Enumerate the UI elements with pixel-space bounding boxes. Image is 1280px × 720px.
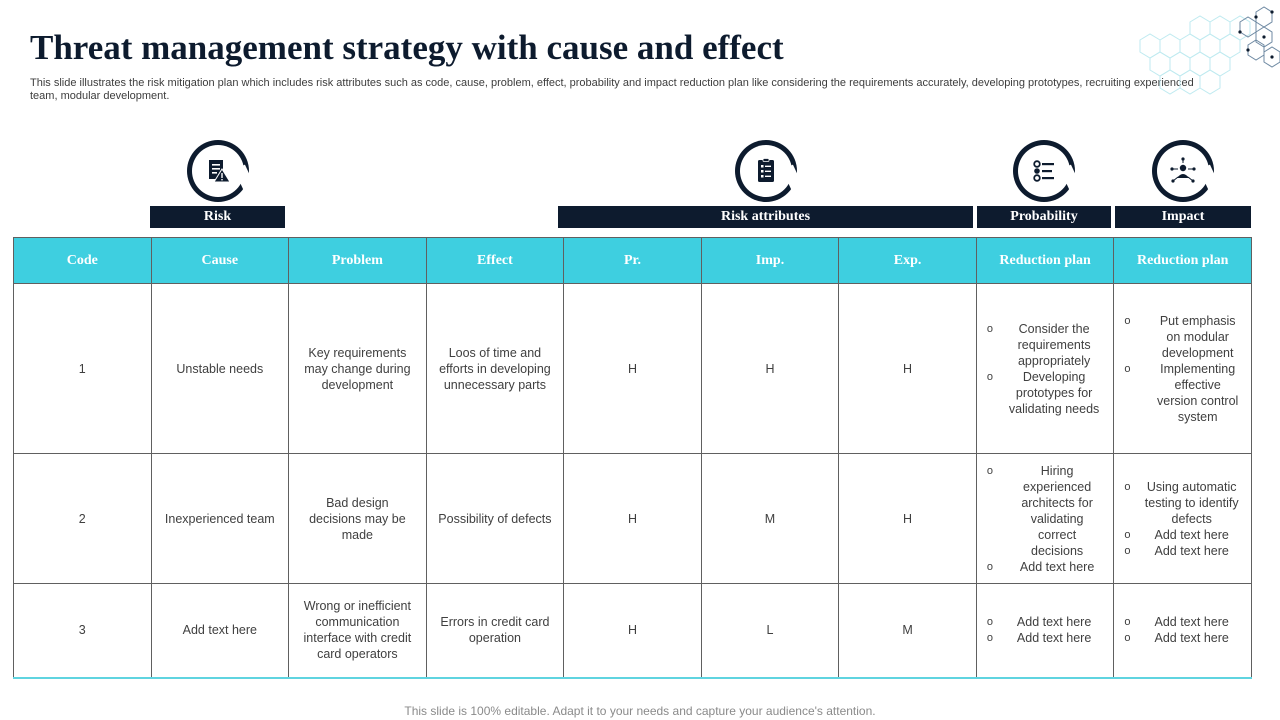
bullet-list [1124, 479, 1241, 559]
column-header-exposure: Exp. [839, 238, 977, 284]
cell-impact: L [701, 584, 839, 678]
column-header-reduction-plan-impact: Reduction plan [1114, 238, 1252, 284]
cell-code: 1 [14, 284, 152, 454]
cell-reduction-plan-probability [976, 584, 1114, 678]
risk-attributes-icon-badge [735, 140, 797, 202]
cell-probability: H [564, 584, 702, 678]
cell-probability: H [564, 284, 702, 454]
cell-impact: M [701, 454, 839, 584]
bullet-list [987, 614, 1104, 646]
column-header-cause: Cause [151, 238, 289, 284]
impact-icon-badge [1152, 140, 1214, 202]
cell-reduction-plan-probability [976, 454, 1114, 584]
cell-cause: Unstable needs [151, 284, 289, 454]
bullet-list [987, 321, 1104, 417]
cell-exposure: H [839, 284, 977, 454]
cell-reduction-plan-impact [1114, 284, 1252, 454]
footer-note: This slide is 100% editable. Adapt it to your needs and capture your audience's attention. [404, 704, 876, 718]
bullet-item: o Add text here [1124, 630, 1241, 646]
bullet-item: o Add text here [1124, 543, 1241, 559]
column-header-impact: Imp. [701, 238, 839, 284]
cell-probability: H [564, 454, 702, 584]
risk-icon-badge [187, 140, 249, 202]
cell-exposure: H [839, 454, 977, 584]
table-row [14, 454, 1252, 584]
cell-code: 2 [14, 454, 152, 584]
cell-reduction-plan-probability [976, 284, 1114, 454]
cell-problem: Key requirements may change during development [289, 284, 427, 454]
column-header-problem: Problem [289, 238, 427, 284]
cell-problem: Bad design decisions may be made [289, 454, 427, 584]
column-header-probability: Pr. [564, 238, 702, 284]
bullet-item: o Hiring experienced architects for validating correct decisions [987, 463, 1104, 559]
cell-problem: Wrong or inefficient communication interface with credit card operators [289, 584, 427, 678]
bullet-item: o Add text here [987, 630, 1104, 646]
cell-exposure: M [839, 584, 977, 678]
column-header-effect: Effect [426, 238, 564, 284]
table-row [14, 584, 1252, 678]
cell-cause: Add text here [151, 584, 289, 678]
bullet-item: o Implementing effective version control system [1124, 361, 1241, 425]
cell-reduction-plan-impact [1114, 584, 1252, 678]
page-subtitle: This slide illustrates the risk mitigation plan which includes risk attributes such as code, cause, problem, effect, probability and impact reduction plan like considering the requirements accurately, developing prototypes, recruiting experienced team, modular development. [30, 77, 1194, 102]
probability-header: Probability [977, 206, 1111, 228]
risk-document-warning-icon [204, 157, 232, 185]
probability-icon-badge [1013, 140, 1075, 202]
cell-code: 3 [14, 584, 152, 678]
cell-reduction-plan-impact [1114, 454, 1252, 584]
cell-effect: Loos of time and efforts in developing unnecessary parts [426, 284, 564, 454]
bullet-item: o Using automatic testing to identify defects [1124, 479, 1241, 527]
hexagon-pattern-decoration [1080, 0, 1280, 115]
column-header-code: Code [14, 238, 152, 284]
bullet-item: o Developing prototypes for validating needs [987, 369, 1104, 417]
risk-attributes-header: Risk attributes [558, 206, 973, 228]
cell-effect: Errors in credit card operation [426, 584, 564, 678]
cell-effect: Possibility of defects [426, 454, 564, 584]
bullet-list [1124, 313, 1241, 425]
bullet-list [987, 463, 1104, 575]
list-settings-icon [1030, 157, 1058, 185]
bullet-item: o Consider the requirements appropriately [987, 321, 1104, 369]
cell-impact: H [701, 284, 839, 454]
risk-header: Risk [150, 206, 285, 228]
bullet-item: o Add text here [1124, 527, 1241, 543]
threat-strategy-table [13, 237, 1252, 679]
bullet-item: o Add text here [987, 614, 1104, 630]
cell-cause: Inexperienced team [151, 454, 289, 584]
table-row [14, 284, 1252, 454]
person-network-icon [1169, 157, 1197, 185]
column-header-reduction-plan-probability: Reduction plan [976, 238, 1114, 284]
clipboard-checklist-icon [752, 157, 780, 185]
impact-header: Impact [1115, 206, 1251, 228]
bullet-item: o Add text here [1124, 614, 1241, 630]
page-title: Threat management strategy with cause and effect [30, 28, 784, 67]
bullet-item: o Put emphasis on modular development [1124, 313, 1241, 361]
bullet-item: o Add text here [987, 559, 1104, 575]
table-header-row [14, 238, 1252, 284]
bullet-list [1124, 614, 1241, 646]
